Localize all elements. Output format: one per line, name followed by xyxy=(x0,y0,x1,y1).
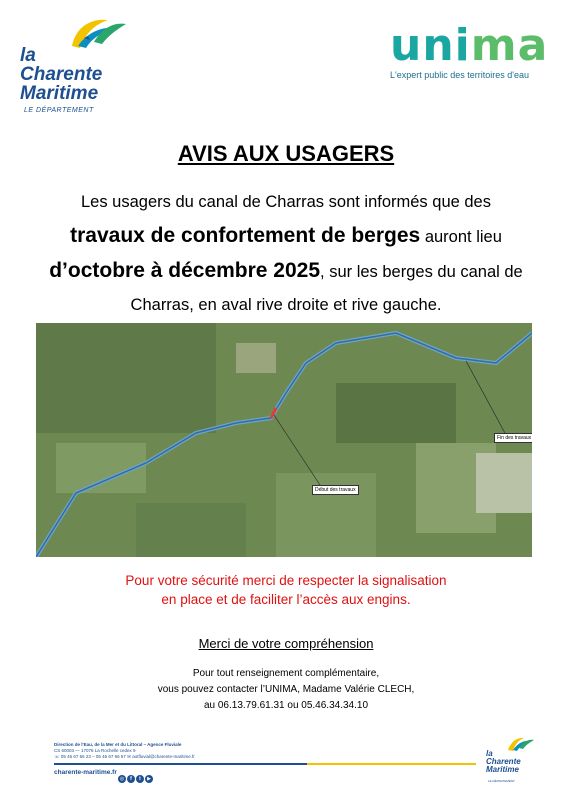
unima-wordmark xyxy=(390,20,570,71)
intro-emphasis-dates: d’octobre à décembre 2025 xyxy=(49,259,321,282)
logo-text xyxy=(20,46,102,103)
safety-warning xyxy=(0,571,572,609)
footer-dept-line2: CS 60003 — 17076 La Rochelle cedex 9 xyxy=(54,748,136,753)
youtube-icon[interactable]: ▶ xyxy=(145,775,153,783)
intro-part1: Les usagers du canal de Charras sont informés que des xyxy=(81,193,491,211)
unima-word-b: ma xyxy=(470,20,549,71)
footer-logo-maritime: Maritime xyxy=(486,765,519,774)
contact-line2: vous pouvez contacter l’UNIMA, Madame Valérie CLECH, xyxy=(157,684,415,695)
thanks-text: Merci de votre compréhension xyxy=(198,636,374,651)
footer-dept-line1: Direction de l'Eau, de la Mer et du Littoral – Agence Fluviale xyxy=(54,742,182,747)
footer-logo-text xyxy=(486,750,521,774)
notice-paragraph xyxy=(30,186,542,322)
footer-divider xyxy=(54,763,476,765)
twitter-icon[interactable]: t xyxy=(136,775,144,783)
footer-logo-subtitle: LE DÉPARTEMENT xyxy=(488,779,515,783)
unima-tagline: L'expert public des territoires d'eau xyxy=(390,70,530,80)
map-label-end: Fin des travaux xyxy=(494,433,532,443)
unima-word-a: uni xyxy=(390,20,471,71)
logo-line-charente: Charente xyxy=(20,64,103,85)
social-icons xyxy=(118,767,154,785)
footer-logo-charente: Charente xyxy=(486,757,521,766)
footer-website-link[interactable]: charente-maritime.fr xyxy=(54,769,117,776)
footer-logo-la: la xyxy=(486,749,493,758)
map-label-start: Début des travaux xyxy=(312,485,359,495)
footer-dept-line3: ☏ 05 46 67 66 23 – 05 46 67 66 57 ✉ aotfluvial@charente-maritime.fr xyxy=(54,754,195,759)
aerial-map xyxy=(36,323,532,557)
footer-charente-maritime-logo xyxy=(486,736,546,786)
warning-line2: en place et de faciliter l’accès aux engins. xyxy=(161,592,411,607)
map-imagery xyxy=(36,323,532,557)
contact-line3: au 06.13.79.61.31 ou 05.46.34.34.10 xyxy=(203,700,369,711)
logo-line-maritime: Maritime xyxy=(20,83,99,104)
instagram-icon[interactable]: ◎ xyxy=(119,776,125,782)
intro-part2: auront lieu xyxy=(420,228,502,246)
intro-emphasis-works: travaux de confortement de berges xyxy=(70,224,421,247)
contact-line1: Pour tout renseignement complémentaire, xyxy=(192,668,380,679)
unima-logo xyxy=(390,20,570,84)
facebook-icon[interactable]: f xyxy=(127,775,135,783)
warning-line1: Pour votre sécurité merci de respecter la signalisation xyxy=(125,573,447,588)
intro-part3: , sur les berges du canal de Charras, en aval rive droite et rive gauche. xyxy=(130,263,523,314)
logo-line-la: la xyxy=(20,45,36,66)
contact-info xyxy=(0,666,572,714)
charente-maritime-logo xyxy=(18,16,128,116)
page-title: AVIS AUX USAGERS xyxy=(177,141,395,166)
footer-department-info xyxy=(54,742,195,760)
logo-subtitle: LE DÉPARTEMENT xyxy=(24,107,94,114)
